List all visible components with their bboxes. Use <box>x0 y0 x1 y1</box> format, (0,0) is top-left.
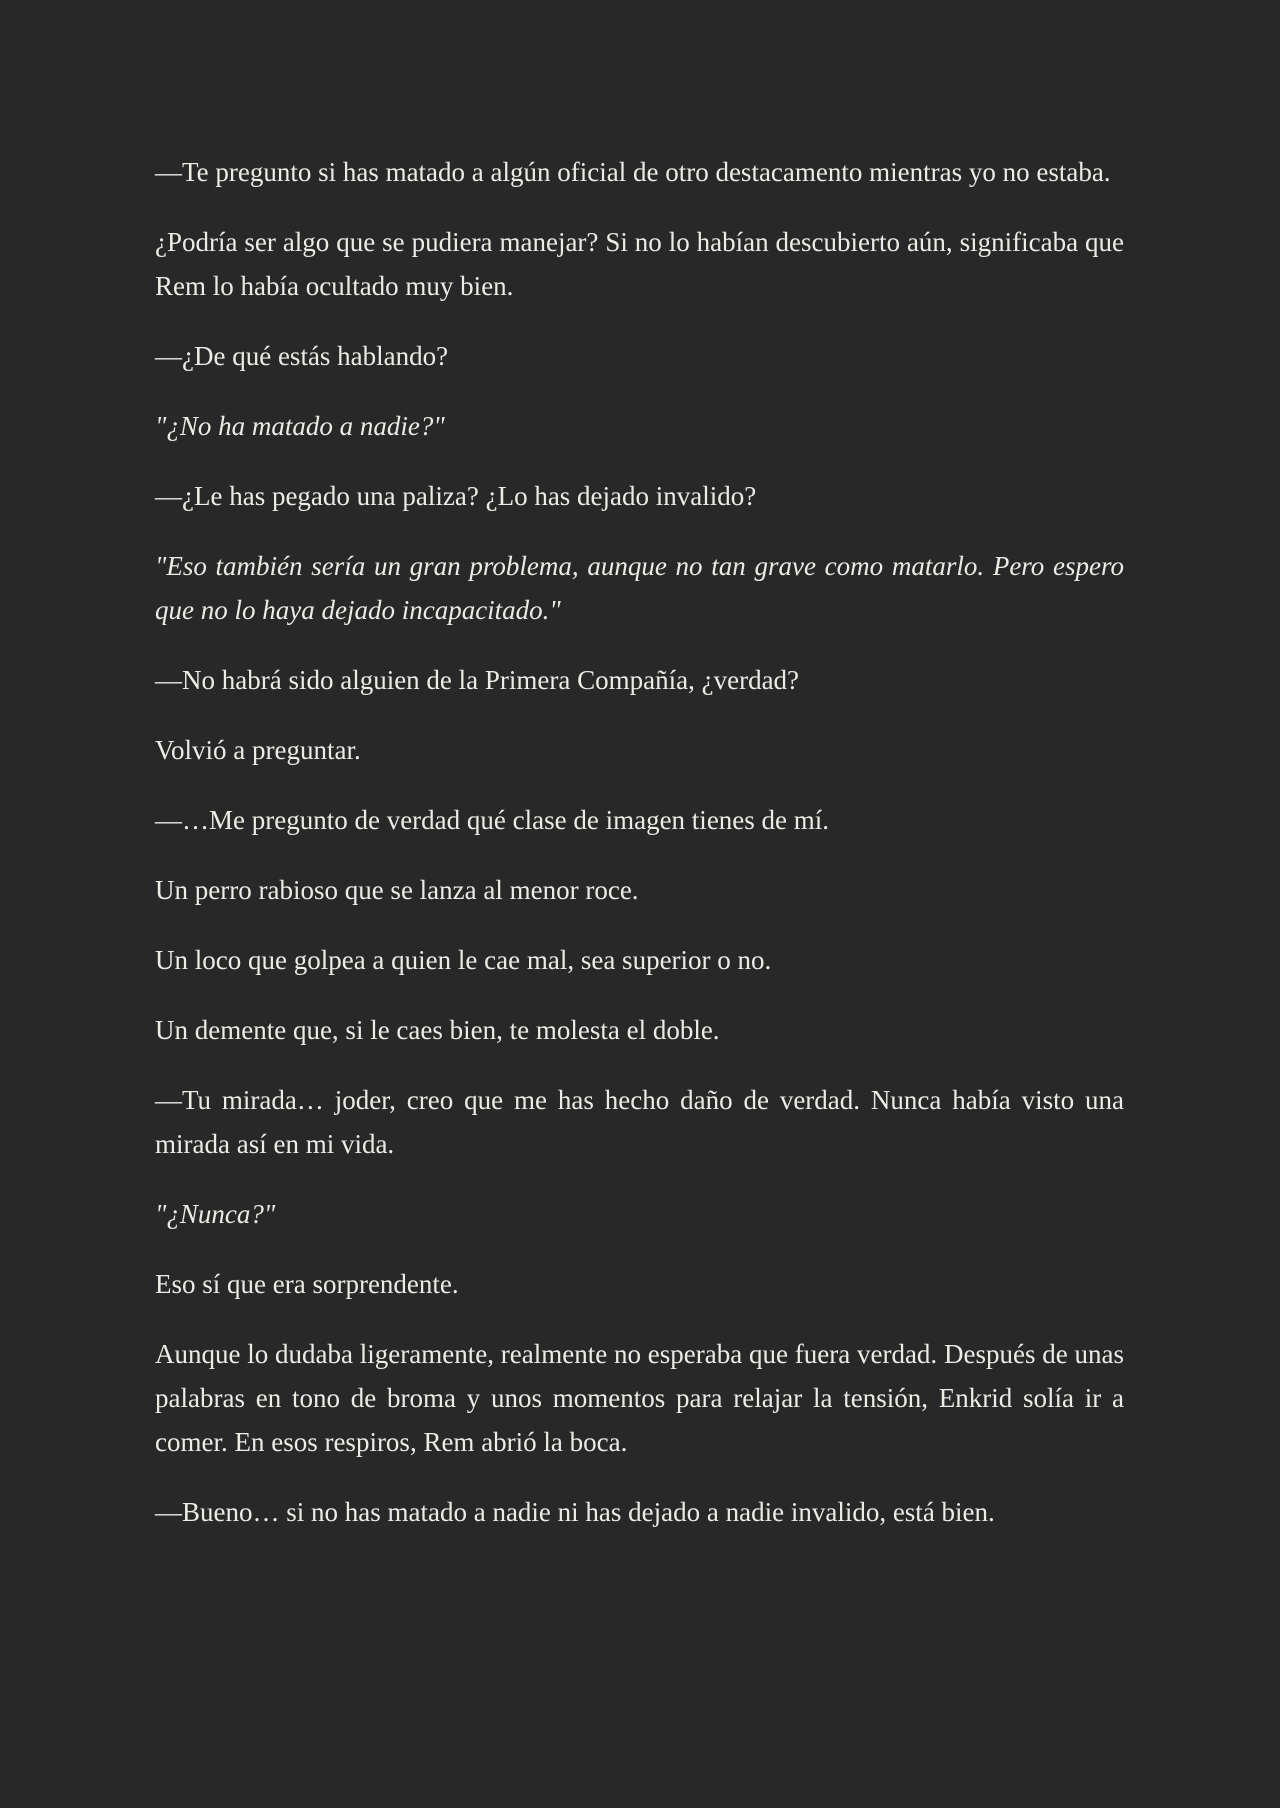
chapter-text <box>155 150 1124 1560</box>
dialogue-paragraph: —…Me pregunto de verdad qué clase de imagen tienes de mí. <box>155 805 830 835</box>
narration-paragraph: Un loco que golpea a quien le cae mal, sea superior o no. <box>155 945 772 975</box>
dialogue-paragraph: —¿Le has pegado una paliza? ¿Lo has dejado invalido? <box>155 481 757 511</box>
dialogue-paragraph: —Te pregunto si has matado a algún oficial de otro destacamento mientras yo no estaba. <box>155 157 1111 187</box>
thought-paragraph: "Eso también sería un gran problema, aunque no tan grave como matarlo. Pero espero que no lo haya dejado incapacitado." <box>155 551 1124 625</box>
narration-paragraph: Eso sí que era sorprendente. <box>155 1269 459 1299</box>
dialogue-paragraph: —No habrá sido alguien de la Primera Compañía, ¿verdad? <box>155 665 800 695</box>
thought-paragraph: "¿No ha matado a nadie?" <box>155 411 445 441</box>
dialogue-paragraph: —Tu mirada… joder, creo que me has hecho daño de verdad. Nunca había visto una mirada así en mi vida. <box>155 1085 1124 1159</box>
dialogue-paragraph: —Bueno… si no has matado a nadie ni has dejado a nadie invalido, está bien. <box>155 1497 995 1527</box>
narration-paragraph: Volvió a preguntar. <box>155 735 361 765</box>
narration-paragraph: Aunque lo dudaba ligeramente, realmente no esperaba que fuera verdad. Después de unas palabras en tono de broma y unos momentos para relajar la tensión, Enkrid solía ir a comer. En esos respiros, Rem abrió la boca. <box>155 1339 1124 1457</box>
narration-paragraph: Un perro rabioso que se lanza al menor roce. <box>155 875 639 905</box>
narration-paragraph: ¿Podría ser algo que se pudiera manejar? Si no lo habían descubierto aún, significaba que Rem lo había ocultado muy bien. <box>155 227 1124 301</box>
narration-paragraph: Un demente que, si le caes bien, te molesta el doble. <box>155 1015 720 1045</box>
thought-paragraph: "¿Nunca?" <box>155 1199 276 1229</box>
dialogue-paragraph: —¿De qué estás hablando? <box>155 341 449 371</box>
